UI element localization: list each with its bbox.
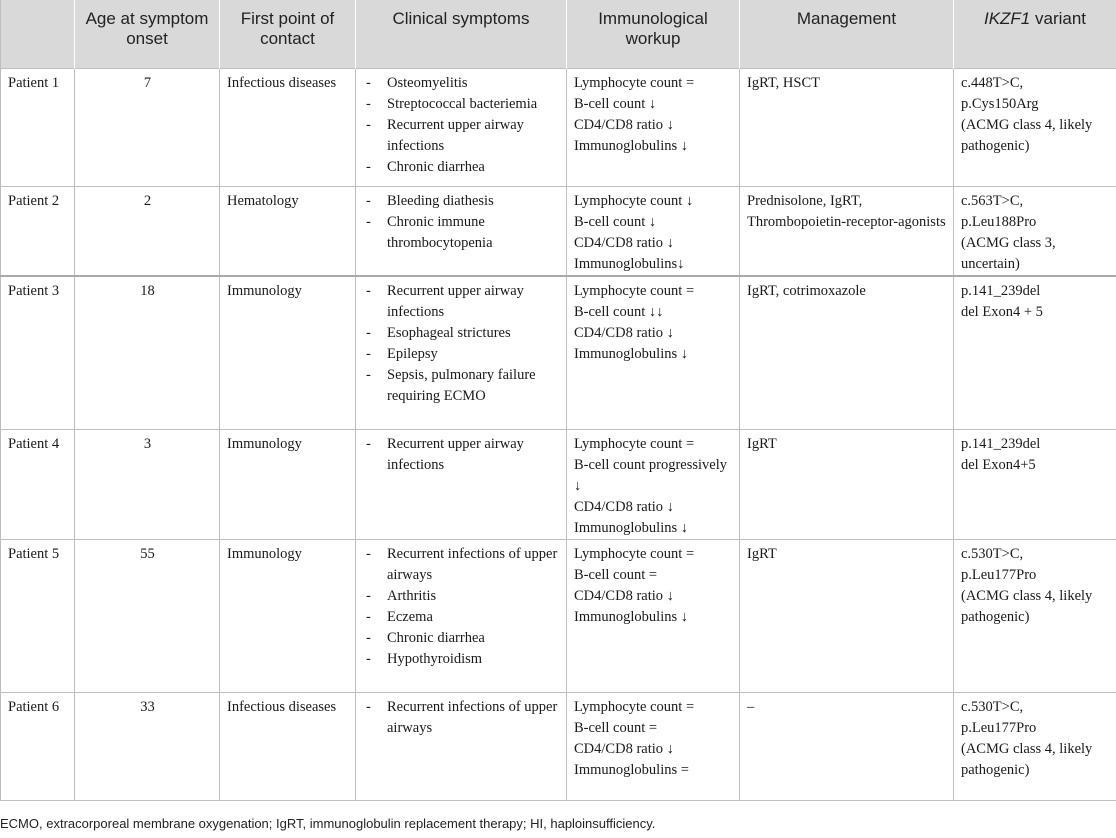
workup-line: Immunoglobulins↓ [574,255,685,272]
symptom-dash: - [366,587,371,604]
workup-line: B-cell count ↓↓ [574,304,664,320]
management-cell: Prednisolone, IgRT, Thrombopoietin-receptor-agonists [740,186,954,276]
workup-cell [567,429,740,539]
symptom-dash: - [366,545,371,562]
management-cell: IgRT [740,539,954,692]
workup-line: Immunoglobulins ↓ [574,519,688,536]
symptom-list [363,434,560,476]
symptom-item [363,586,560,607]
header-age: Age at symptom onset [75,0,220,68]
variant-line: c.448T>C, [961,74,1024,91]
symptom-dash: - [366,95,371,112]
workup-cell [567,68,740,186]
symptom-dash: - [366,608,371,625]
symptom-text: Streptococcal bacteriemia [387,95,538,112]
workup-line: Lymphocyte count = [574,283,695,299]
symptom-text: Recurrent upper airway infections [387,435,524,473]
symptom-item [363,544,560,586]
symptom-item [363,212,560,254]
header-row [1,0,1116,68]
symptom-text: Esophageal strictures [387,325,511,341]
variant-line: p.Leu177Pro [961,566,1037,583]
workup-line: CD4/CD8 ratio ↓ [574,116,674,133]
management-cell: IgRT, HSCT [740,68,954,186]
header-workup: Immunological workup [567,0,740,68]
patient-cell: Patient 3 [1,276,75,429]
header-management: Management [740,0,954,68]
contact-cell: Infectious diseases [220,68,356,186]
symptom-dash: - [366,346,371,362]
symptom-dash: - [366,158,371,175]
symptom-item [363,344,560,365]
symptom-item [363,628,560,649]
symptom-item [363,191,560,212]
variant-cell [954,692,1116,800]
symptom-list [363,697,560,739]
workup-line: Lymphocyte count ↓ [574,192,694,209]
patient-cell: Patient 2 [1,186,75,276]
variant-cell [954,276,1116,429]
symptom-item [363,73,560,94]
symptom-item [363,157,560,178]
workup-line: Immunoglobulins ↓ [574,137,688,154]
variant-cell [954,539,1116,692]
variant-cell [954,186,1116,276]
symptom-text: Hypothyroidism [387,650,483,667]
symptom-text: Recurrent infections of upper airways [387,545,558,583]
symptom-text: Eczema [387,608,433,625]
symptom-list [363,544,560,670]
symptom-list [363,73,560,178]
workup-line: CD4/CD8 ratio ↓ [574,325,674,341]
symptom-item [363,365,560,407]
symptoms-cell [356,692,567,800]
variant-line: (ACMG class 3, uncertain) [961,234,1056,272]
variant-cell [954,68,1116,186]
workup-line: B-cell count ↓ [574,213,657,230]
symptom-item [363,323,560,344]
header-variant [954,0,1116,68]
workup-cell [567,539,740,692]
symptom-item [363,607,560,628]
table-row [1,429,1116,539]
table-footnote: ECMO, extracorporeal membrane oxygenation; IgRT, immunoglobulin replacement therapy; HI, haploinsufficiency. [0,816,656,831]
symptom-dash: - [366,116,371,133]
symptom-item [363,434,560,476]
symptom-text: Bleeding diathesis [387,192,494,209]
workup-line: CD4/CD8 ratio ↓ [574,740,674,757]
patient-cell: Patient 4 [1,429,75,539]
symptom-text: Osteomyelitis [387,74,468,91]
variant-cell [954,429,1116,539]
symptom-dash: - [366,74,371,91]
workup-line: Lymphocyte count = [574,74,695,91]
workup-line: Lymphocyte count = [574,435,695,452]
symptoms-cell [356,539,567,692]
patient-cell: Patient 6 [1,692,75,800]
variant-line: p.141_239del [961,435,1041,452]
management-cell: IgRT, cotrimoxazole [740,276,954,429]
symptom-dash: - [366,213,371,230]
workup-cell [567,186,740,276]
symptoms-cell [356,429,567,539]
variant-line: (ACMG class 4, likely pathogenic) [961,587,1093,625]
symptom-text: Sepsis, pulmonary failure requiring ECMO [387,367,536,404]
workup-cell [567,276,740,429]
workup-line: B-cell count ↓ [574,95,657,112]
table-row [1,539,1116,692]
variant-line: p.Cys150Arg [961,95,1039,112]
symptom-item [363,697,560,739]
workup-line: CD4/CD8 ratio ↓ [574,234,674,251]
variant-line: p.Leu177Pro [961,719,1037,736]
symptom-item [363,94,560,115]
age-cell: 55 [75,539,220,692]
workup-line: CD4/CD8 ratio ↓ [574,498,674,515]
management-cell: – [740,692,954,800]
age-cell: 33 [75,692,220,800]
header-contact: First point of contact [220,0,356,68]
symptom-dash: - [366,698,371,715]
header-variant-gene: IKZF1 [983,9,1031,28]
symptom-list [363,281,560,407]
workup-line: Lymphocyte count = [574,545,695,562]
variant-line: (ACMG class 4, likely pathogenic) [961,740,1093,778]
workup-line: B-cell count = [574,719,658,736]
variant-line: (ACMG class 4, likely pathogenic) [961,116,1093,154]
variant-line: p.141_239del [961,283,1041,299]
workup-cell [567,692,740,800]
symptom-item [363,281,560,323]
variant-line: del Exon4+5 [961,456,1036,473]
management-cell: IgRT [740,429,954,539]
age-cell: 2 [75,186,220,276]
symptom-dash: - [366,367,371,383]
patient-cell: Patient 1 [1,68,75,186]
symptoms-cell [356,68,567,186]
contact-cell: Immunology [220,276,356,429]
symptom-item [363,649,560,670]
workup-line: B-cell count progressively ↓ [574,456,728,494]
symptoms-cell [356,276,567,429]
age-cell: 3 [75,429,220,539]
contact-cell: Immunology [220,429,356,539]
symptom-text: Epilepsy [387,346,438,362]
symptom-text: Arthritis [387,587,437,604]
workup-line: CD4/CD8 ratio ↓ [574,587,674,604]
table-row [1,692,1116,800]
workup-line: B-cell count = [574,566,658,583]
variant-line: p.Leu188Pro [961,213,1037,230]
symptom-dash: - [366,192,371,209]
symptom-dash: - [366,283,371,299]
table-row [1,186,1116,276]
table-row [1,276,1116,429]
symptom-item [363,115,560,157]
symptom-text: Recurrent upper airway infections [387,116,524,154]
symptom-list [363,191,560,254]
header-variant-suffix: variant [1030,9,1087,28]
workup-line: Lymphocyte count = [574,698,695,715]
patient-cell: Patient 5 [1,539,75,692]
workup-line: Immunoglobulins ↓ [574,608,688,625]
symptom-text: Chronic immune thrombocytopenia [387,213,493,251]
header-blank [1,0,75,68]
symptom-text: Recurrent upper airway infections [387,283,524,320]
age-cell: 18 [75,276,220,429]
contact-cell: Infectious diseases [220,692,356,800]
symptom-dash: - [366,435,371,452]
contact-cell: Immunology [220,539,356,692]
table-row [1,68,1116,186]
workup-line: Immunoglobulins = [574,761,689,778]
variant-line: del Exon4 + 5 [961,304,1043,320]
age-cell: 7 [75,68,220,186]
symptom-dash: - [366,650,371,667]
symptoms-cell [356,186,567,276]
variant-line: c.530T>C, [961,698,1024,715]
symptom-dash: - [366,629,371,646]
variant-line: c.563T>C, [961,192,1024,209]
contact-cell: Hematology [220,186,356,276]
variant-line: c.530T>C, [961,545,1024,562]
symptom-text: Chronic diarrhea [387,629,485,646]
symptom-text: Recurrent infections of upper airways [387,698,558,736]
header-symptoms: Clinical symptoms [356,0,567,68]
symptom-dash: - [366,325,371,341]
symptom-text: Chronic diarrhea [387,158,485,175]
workup-line: Immunoglobulins ↓ [574,346,688,362]
